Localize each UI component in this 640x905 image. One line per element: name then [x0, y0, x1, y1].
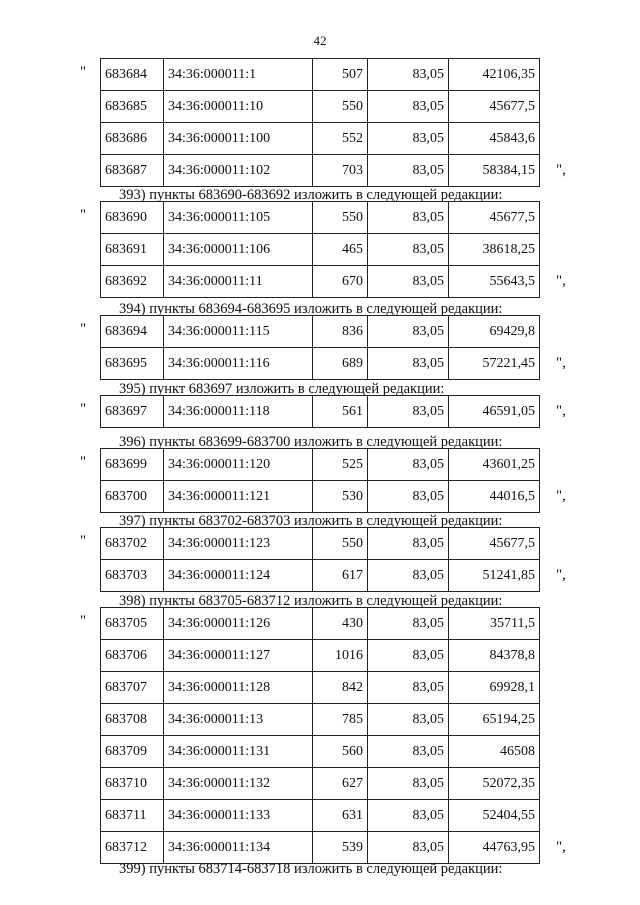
- rate-cell: 83,05: [368, 768, 449, 800]
- table-row: [101, 800, 540, 832]
- table-row: [101, 704, 540, 736]
- table-row: [101, 155, 540, 187]
- table-row: [101, 91, 540, 123]
- row-number-cell: 683702: [101, 528, 164, 560]
- row-number-cell: 683691: [101, 234, 164, 266]
- area-cell: 842: [313, 672, 368, 704]
- sum-cell: 45677,5: [449, 202, 540, 234]
- section-heading: 395) пункт 683697 изложить в следующей редакции:: [119, 381, 445, 397]
- cadastral-number-cell: 34:36:000011:120: [164, 449, 313, 481]
- data-table: [100, 315, 540, 380]
- table-row: [101, 316, 540, 348]
- row-number-cell: 683707: [101, 672, 164, 704]
- sum-cell: 45677,5: [449, 91, 540, 123]
- table-row: [101, 832, 540, 864]
- row-number-cell: 683706: [101, 640, 164, 672]
- rate-cell: 83,05: [368, 348, 449, 380]
- row-number-cell: 683695: [101, 348, 164, 380]
- table-row: [101, 234, 540, 266]
- data-table: [100, 58, 540, 187]
- table-row: [101, 768, 540, 800]
- opening-quote: ": [80, 207, 87, 223]
- rate-cell: 83,05: [368, 316, 449, 348]
- cadastral-number-cell: 34:36:000011:128: [164, 672, 313, 704]
- page-number: 42: [313, 33, 327, 48]
- rate-cell: 83,05: [368, 202, 449, 234]
- cadastral-number-cell: 34:36:000011:131: [164, 736, 313, 768]
- cadastral-number-cell: 34:36:000011:133: [164, 800, 313, 832]
- sum-cell: 69928,1: [449, 672, 540, 704]
- sum-cell: 58384,15: [449, 155, 540, 187]
- cadastral-number-cell: 34:36:000011:132: [164, 768, 313, 800]
- cadastral-number-cell: 34:36:000011:106: [164, 234, 313, 266]
- section-heading: 397) пункты 683702-683703 изложить в следующей редакции:: [119, 513, 503, 529]
- row-number-cell: 683694: [101, 316, 164, 348]
- row-number-cell: 683686: [101, 123, 164, 155]
- row-number-cell: 683699: [101, 449, 164, 481]
- table-row: [101, 560, 540, 592]
- row-number-cell: 683692: [101, 266, 164, 298]
- rate-cell: 83,05: [368, 800, 449, 832]
- rate-cell: 83,05: [368, 91, 449, 123]
- rate-cell: 83,05: [368, 560, 449, 592]
- rate-cell: 83,05: [368, 481, 449, 513]
- cadastral-number-cell: 34:36:000011:115: [164, 316, 313, 348]
- closing-quote: ",: [556, 355, 566, 371]
- cadastral-number-cell: 34:36:000011:126: [164, 608, 313, 640]
- sum-cell: 65194,25: [449, 704, 540, 736]
- table-row: [101, 528, 540, 560]
- area-cell: 530: [313, 481, 368, 513]
- cadastral-number-cell: 34:36:000011:123: [164, 528, 313, 560]
- row-number-cell: 683705: [101, 608, 164, 640]
- rate-cell: 83,05: [368, 832, 449, 864]
- cadastral-number-cell: 34:36:000011:11: [164, 266, 313, 298]
- table-row: [101, 672, 540, 704]
- sum-cell: 57221,45: [449, 348, 540, 380]
- rate-cell: 83,05: [368, 234, 449, 266]
- table-row: [101, 481, 540, 513]
- row-number-cell: 683697: [101, 396, 164, 428]
- opening-quote: ": [80, 613, 87, 629]
- table-row: [101, 396, 540, 428]
- cadastral-number-cell: 34:36:000011:102: [164, 155, 313, 187]
- sum-cell: 45843,6: [449, 123, 540, 155]
- sum-cell: 35711,5: [449, 608, 540, 640]
- opening-quote: ": [80, 454, 87, 470]
- opening-quote: ": [80, 533, 87, 549]
- area-cell: 689: [313, 348, 368, 380]
- table-row: [101, 608, 540, 640]
- closing-quote: ",: [556, 839, 566, 855]
- section-heading: 393) пункты 683690-683692 изложить в следующей редакции:: [119, 187, 503, 203]
- area-cell: 703: [313, 155, 368, 187]
- cadastral-number-cell: 34:36:000011:118: [164, 396, 313, 428]
- rate-cell: 83,05: [368, 396, 449, 428]
- table-row: [101, 266, 540, 298]
- area-cell: 465: [313, 234, 368, 266]
- sum-cell: 38618,25: [449, 234, 540, 266]
- sum-cell: 42106,35: [449, 59, 540, 91]
- row-number-cell: 683708: [101, 704, 164, 736]
- sum-cell: 69429,8: [449, 316, 540, 348]
- rate-cell: 83,05: [368, 640, 449, 672]
- cadastral-number-cell: 34:36:000011:1: [164, 59, 313, 91]
- cadastral-number-cell: 34:36:000011:13: [164, 704, 313, 736]
- area-cell: 561: [313, 396, 368, 428]
- data-table: [100, 607, 540, 864]
- closing-quote: ",: [556, 403, 566, 419]
- rate-cell: 83,05: [368, 59, 449, 91]
- area-cell: 539: [313, 832, 368, 864]
- data-table: [100, 527, 540, 592]
- row-number-cell: 683711: [101, 800, 164, 832]
- rate-cell: 83,05: [368, 528, 449, 560]
- rate-cell: 83,05: [368, 155, 449, 187]
- rate-cell: 83,05: [368, 449, 449, 481]
- data-table: [100, 395, 540, 428]
- rate-cell: 83,05: [368, 704, 449, 736]
- sum-cell: 55643,5: [449, 266, 540, 298]
- table-row: [101, 449, 540, 481]
- row-number-cell: 683710: [101, 768, 164, 800]
- area-cell: 507: [313, 59, 368, 91]
- section-heading: 396) пункты 683699-683700 изложить в следующей редакции:: [119, 434, 503, 450]
- row-number-cell: 683703: [101, 560, 164, 592]
- rate-cell: 83,05: [368, 736, 449, 768]
- table-row: [101, 202, 540, 234]
- closing-quote: ",: [556, 488, 566, 504]
- sum-cell: 44763,95: [449, 832, 540, 864]
- area-cell: 631: [313, 800, 368, 832]
- opening-quote: ": [80, 64, 87, 80]
- area-cell: 1016: [313, 640, 368, 672]
- sum-cell: 51241,85: [449, 560, 540, 592]
- row-number-cell: 683684: [101, 59, 164, 91]
- table-row: [101, 640, 540, 672]
- area-cell: 552: [313, 123, 368, 155]
- row-number-cell: 683685: [101, 91, 164, 123]
- area-cell: 785: [313, 704, 368, 736]
- sum-cell: 52072,35: [449, 768, 540, 800]
- data-table: [100, 448, 540, 513]
- area-cell: 550: [313, 528, 368, 560]
- area-cell: 525: [313, 449, 368, 481]
- sum-cell: 52404,55: [449, 800, 540, 832]
- sum-cell: 44016,5: [449, 481, 540, 513]
- data-table: [100, 201, 540, 298]
- row-number-cell: 683700: [101, 481, 164, 513]
- opening-quote: ": [80, 321, 87, 337]
- sum-cell: 46508: [449, 736, 540, 768]
- row-number-cell: 683690: [101, 202, 164, 234]
- cadastral-number-cell: 34:36:000011:134: [164, 832, 313, 864]
- sum-cell: 43601,25: [449, 449, 540, 481]
- rate-cell: 83,05: [368, 608, 449, 640]
- section-heading: 398) пункты 683705-683712 изложить в следующей редакции:: [119, 593, 503, 609]
- area-cell: 836: [313, 316, 368, 348]
- cadastral-number-cell: 34:36:000011:127: [164, 640, 313, 672]
- section-heading: 394) пункты 683694-683695 изложить в следующей редакции:: [119, 301, 503, 317]
- opening-quote: ": [80, 401, 87, 417]
- area-cell: 550: [313, 202, 368, 234]
- area-cell: 627: [313, 768, 368, 800]
- area-cell: 617: [313, 560, 368, 592]
- cadastral-number-cell: 34:36:000011:121: [164, 481, 313, 513]
- table-row: [101, 123, 540, 155]
- cadastral-number-cell: 34:36:000011:116: [164, 348, 313, 380]
- closing-quote: ",: [556, 567, 566, 583]
- table-row: [101, 59, 540, 91]
- cadastral-number-cell: 34:36:000011:100: [164, 123, 313, 155]
- cadastral-number-cell: 34:36:000011:105: [164, 202, 313, 234]
- area-cell: 550: [313, 91, 368, 123]
- section-heading-399: 399) пункты 683714-683718 изложить в следующей редакции:: [119, 861, 503, 877]
- table-row: [101, 348, 540, 380]
- rate-cell: 83,05: [368, 672, 449, 704]
- row-number-cell: 683712: [101, 832, 164, 864]
- area-cell: 430: [313, 608, 368, 640]
- sum-cell: 84378,8: [449, 640, 540, 672]
- sum-cell: 46591,05: [449, 396, 540, 428]
- row-number-cell: 683709: [101, 736, 164, 768]
- closing-quote: ",: [556, 273, 566, 289]
- table-row: [101, 736, 540, 768]
- rate-cell: 83,05: [368, 123, 449, 155]
- row-number-cell: 683687: [101, 155, 164, 187]
- closing-quote: ",: [556, 162, 566, 178]
- cadastral-number-cell: 34:36:000011:124: [164, 560, 313, 592]
- area-cell: 560: [313, 736, 368, 768]
- cadastral-number-cell: 34:36:000011:10: [164, 91, 313, 123]
- rate-cell: 83,05: [368, 266, 449, 298]
- sum-cell: 45677,5: [449, 528, 540, 560]
- area-cell: 670: [313, 266, 368, 298]
